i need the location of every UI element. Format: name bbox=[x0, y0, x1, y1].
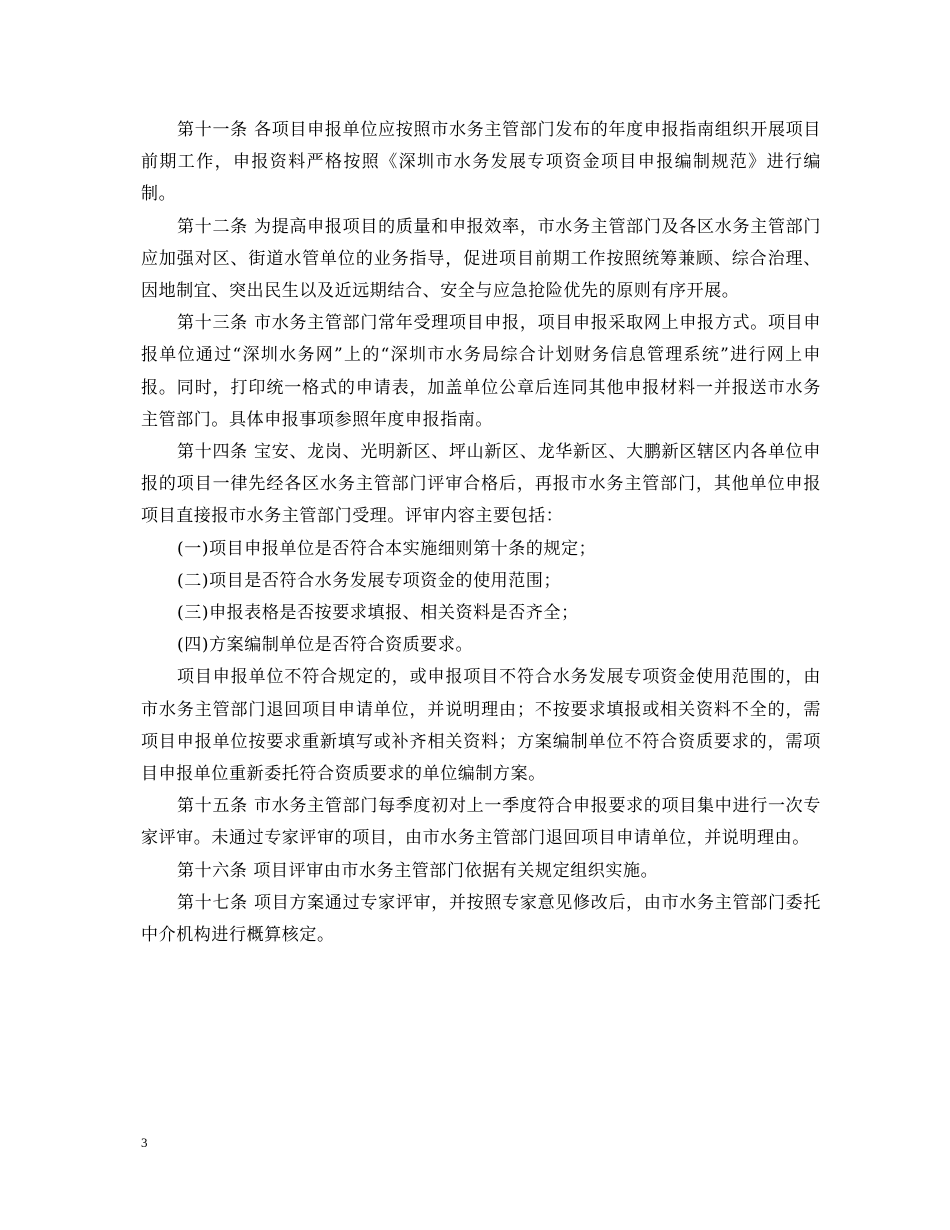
page-number: 3 bbox=[141, 1135, 148, 1150]
article-14-paragraph: 第十四条 宝安、龙岗、光明新区、坪山新区、龙华新区、大鹏新区辖区内各单位申报的项目一律先经各区水务主管部门评审合格后，再报市水务主管部门，其他单位申报项目直接报市水务主管部门受理。评审内容主要包括： bbox=[141, 442, 821, 527]
article-11-paragraph: 第十一条 各项目申报单位应按照市水务主管部门发布的年度申报指南组织开展项目前期工作，申报资料严格按照《深圳市水务发展专项资金项目申报编制规范》进行编制。 bbox=[141, 120, 821, 205]
non-compliance-paragraph: 项目申报单位不符合规定的，或申报项目不符合水务发展专项资金使用范围的，由市水务主管部门退回项目申请单位，并说明理由；不按要求填报或相关资料不全的，需项目申报单位按要求重新填写或补齐相关资料；方案编制单位不符合资质要求的，需项目申报单位重新委托符合资质要求的单位编制方案。 bbox=[141, 667, 821, 785]
article-13-paragraph: 第十三条 市水务主管部门常年受理项目申报，项目申报采取网上申报方式。项目申报单位通过“深圳水务网”上的“深圳市水务局综合计划财务信息管理系统”进行网上申报。同时，打印统一格式的申请表，加盖单位公章后连同其他申报材料一并报送市水务主管部门。具体申报事项参照年度申报指南。 bbox=[141, 313, 821, 430]
article-16-paragraph: 第十六条 项目评审由市水务主管部门依据有关规定组织实施。 bbox=[177, 860, 659, 881]
document-body bbox=[141, 114, 821, 951]
review-item-1: (一)项目申报单位是否符合本实施细则第十条的规定； bbox=[177, 538, 597, 559]
article-15-paragraph: 第十五条 市水务主管部门每季度初对上一季度符合申报要求的项目集中进行一次专家评审。未通过专家评审的项目，由市水务主管部门退回项目申请单位，并说明理由。 bbox=[141, 796, 821, 849]
article-12-paragraph: 第十二条 为提高申报项目的质量和申报效率，市水务主管部门及各区水务主管部门应加强对区、街道水管单位的业务指导，促进项目前期工作按照统筹兼顾、综合治理、因地制宜、突出民生以及近远期结合、安全与应急抢险优先的原则有序开展。 bbox=[141, 216, 821, 302]
review-item-3: (三)申报表格是否按要求填报、相关资料是否齐全； bbox=[177, 603, 579, 624]
review-item-2: (二)项目是否符合水务发展专项资金的使用范围； bbox=[177, 570, 562, 591]
article-17-paragraph: 第十七条 项目方案通过专家评审，并按照专家意见修改后，由市水务主管部门委托中介机构进行概算核定。 bbox=[141, 892, 821, 946]
review-item-4: (四)方案编制单位是否符合资质要求。 bbox=[177, 635, 474, 656]
